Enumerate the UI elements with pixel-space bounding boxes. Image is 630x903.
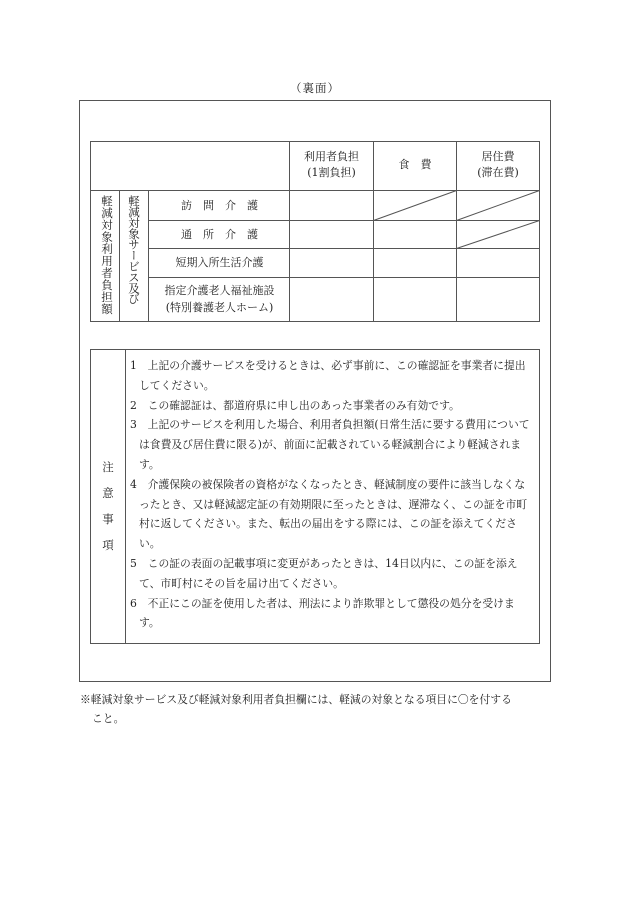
note-item: 2 この確認証は、都道府県に申し出のあった事業者のみ有効です。: [130, 398, 460, 412]
notes-divider: [125, 350, 126, 643]
reduction-table: [90, 141, 540, 322]
footnote: ※軽減対象サービス及び軽減対象利用者負担欄には、軽減の対象となる項目に〇を付する こと。: [80, 693, 512, 725]
notes-table: [90, 349, 540, 644]
col-header-food: 食 費: [398, 158, 432, 171]
label-reduced-user-burden: 軽減対象利用者負担額: [100, 195, 114, 315]
notes-list: [129, 356, 535, 633]
col-header-user-burden: 利用者負担 (1割負担): [304, 150, 359, 179]
service-home-care: 訪 問 介 護: [181, 199, 258, 212]
note-item: 6 不正にこの証を使用した者は、刑法により詐欺罪として懲役の処分を受けます。: [130, 596, 515, 630]
note-item: 3 上記のサービスを利用した場合、利用者負担額(日常生活に要する費用については食費及び居住費に限る)が、前面に記載されている軽減割合により軽減されます。: [130, 418, 530, 471]
service-nursing-home: 指定介護老人福祉施設 (特別養護老人ホーム): [164, 284, 275, 314]
note-item: 1 上記の介護サービスを受けるときは、必ず事前に、この確認証を事業者に提出してください。: [130, 359, 526, 392]
page-heading: （裏面）: [290, 81, 340, 95]
service-short-stay: 短期入所生活介護: [175, 256, 264, 269]
note-item: 5 この証の表面の記載事項に変更があったときは、14日以内に、この証を添えて、市町村にその旨を届け出てください。: [130, 556, 518, 590]
note-item: 4 介護保険の被保険者の資格がなくなったとき、軽減制度の要件に該当しなくなったとき、又は軽減認定証の有効期限に至ったときは、遅滞なく、この証を市町村に返してください。また、転出の届出をする際には、この証を添えてください。: [130, 477, 528, 551]
label-reduced-services: 軽減対象サービス及び: [127, 195, 141, 305]
col-header-residence: 居住費 (滞在費): [477, 150, 519, 179]
service-day-care: 通 所 介 護: [181, 228, 258, 241]
notes-label: 注 意 事 項: [102, 460, 114, 552]
